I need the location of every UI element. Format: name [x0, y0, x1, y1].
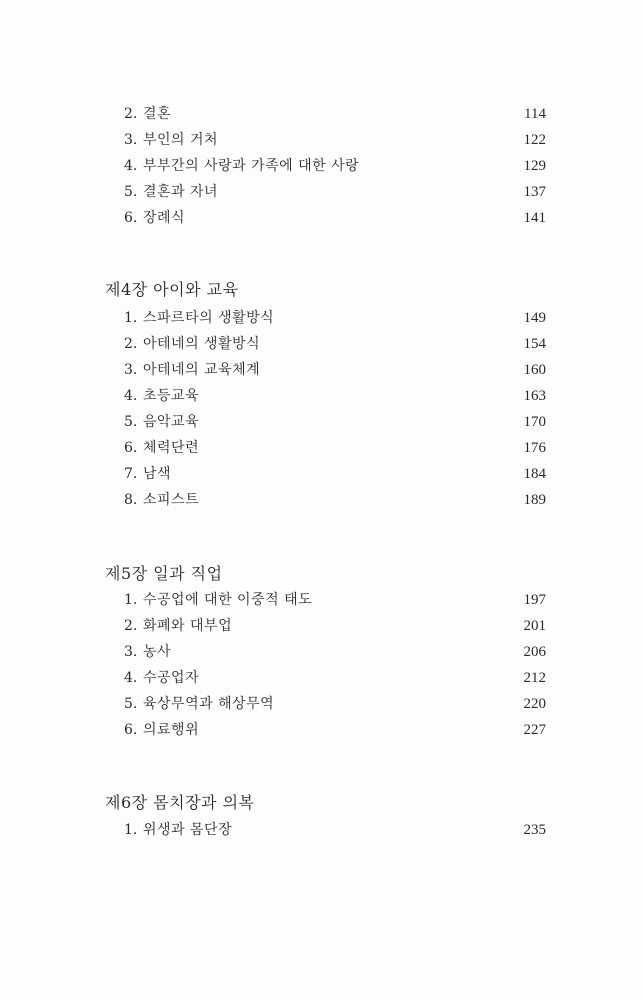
toc-entry — [0, 181, 643, 203]
entry-page: 197 — [523, 592, 546, 608]
entry-title: 아테네의 교육체계 — [143, 362, 261, 378]
toc-entry — [0, 463, 643, 485]
entry-page: 122 — [523, 132, 546, 148]
toc-entry — [0, 589, 643, 611]
toc-entry — [0, 385, 643, 407]
entry-title: 의료행위 — [143, 722, 200, 738]
entry-title: 부부간의 사랑과 가족에 대한 사랑 — [143, 158, 360, 174]
entry-page: 141 — [523, 210, 546, 226]
toc-entry — [0, 489, 643, 511]
toc-entry — [0, 155, 643, 177]
toc-entry — [0, 359, 643, 381]
entry-title: 결혼과 자녀 — [143, 184, 219, 200]
entry-number: 4. — [124, 158, 138, 174]
entry-number: 2. — [124, 336, 138, 352]
toc-entry — [0, 307, 643, 329]
entry-page: 227 — [523, 722, 546, 738]
entry-page: 212 — [523, 670, 546, 686]
entry-title: 음악교육 — [143, 414, 200, 430]
entry-page: 220 — [523, 696, 546, 712]
entry-page: 129 — [523, 158, 546, 174]
entry-page: 114 — [524, 106, 546, 122]
entry-page: 201 — [523, 618, 546, 634]
entry-page: 235 — [523, 822, 546, 838]
entry-title: 스파르타의 생활방식 — [143, 310, 275, 326]
entry-title: 육상무역과 해상무역 — [143, 696, 275, 712]
toc-entry — [0, 819, 643, 841]
entry-title: 위생과 몸단장 — [143, 822, 233, 838]
entry-page: 160 — [523, 362, 546, 378]
entry-title: 남색 — [143, 466, 172, 482]
entry-number: 4. — [124, 670, 138, 686]
entry-page: 137 — [523, 184, 546, 200]
entry-number: 1. — [124, 822, 138, 838]
entry-number: 6. — [124, 210, 138, 226]
entry-title: 소피스트 — [143, 492, 200, 508]
entry-number: 5. — [124, 696, 138, 712]
entry-number: 7. — [124, 466, 138, 482]
entry-title: 농사 — [143, 644, 172, 660]
entry-title: 화폐와 대부업 — [143, 618, 233, 634]
entry-title: 초등교육 — [143, 388, 200, 404]
entry-title: 수공업자 — [143, 670, 200, 686]
entry-number: 3. — [124, 132, 138, 148]
entry-number: 4. — [124, 388, 138, 404]
toc-entry — [0, 437, 643, 459]
entry-title: 수공업에 대한 이중적 태도 — [143, 592, 313, 608]
entry-number: 6. — [124, 440, 138, 456]
entry-number: 2. — [124, 618, 138, 634]
entry-title: 장례식 — [143, 210, 186, 226]
toc-entry — [0, 667, 643, 689]
entry-page: 206 — [523, 644, 546, 660]
entry-number: 2. — [124, 106, 138, 122]
entry-number: 8. — [124, 492, 138, 508]
entry-title: 체력단련 — [143, 440, 200, 456]
entry-page: 184 — [523, 466, 546, 482]
entry-page: 189 — [523, 492, 546, 508]
toc-entry — [0, 103, 643, 125]
entry-page: 176 — [523, 440, 546, 456]
entry-number: 6. — [124, 722, 138, 738]
entry-page: 154 — [523, 336, 546, 352]
chapter-title: 제4장 아이와 교육 — [105, 280, 239, 299]
entry-page: 163 — [523, 388, 546, 404]
toc-entry — [0, 207, 643, 229]
chapter-title: 제5장 일과 직업 — [105, 564, 223, 583]
toc-entry — [0, 411, 643, 433]
entry-number: 5. — [124, 414, 138, 430]
entry-number: 1. — [124, 310, 138, 326]
entry-number: 5. — [124, 184, 138, 200]
toc-entry — [0, 129, 643, 151]
toc-entry — [0, 333, 643, 355]
chapter-title: 제6장 몸치장과 의복 — [105, 793, 255, 812]
toc-entry — [0, 693, 643, 715]
entry-number: 3. — [124, 644, 138, 660]
entry-number: 1. — [124, 592, 138, 608]
entry-page: 170 — [523, 414, 546, 430]
toc-entry — [0, 615, 643, 637]
toc-entry — [0, 641, 643, 663]
entry-title: 부인의 거처 — [143, 132, 219, 148]
entry-page: 149 — [523, 310, 546, 326]
entry-number: 3. — [124, 362, 138, 378]
entry-title: 아테네의 생활방식 — [143, 336, 261, 352]
entry-title: 결혼 — [143, 106, 172, 122]
toc-entry — [0, 719, 643, 741]
